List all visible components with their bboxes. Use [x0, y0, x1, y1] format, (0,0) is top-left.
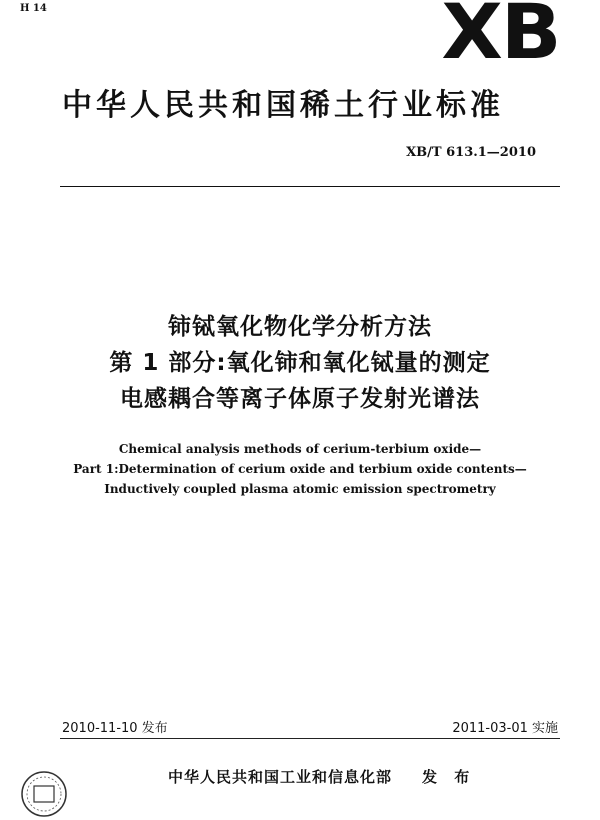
- en-title-line-1: Chemical analysis methods of cerium-terbium oxide—: [118, 442, 482, 456]
- issue-label: 发 布: [422, 768, 476, 786]
- issuing-authority: 中华人民共和国工业和信息化部: [168, 768, 393, 786]
- seal-icon: [18, 768, 70, 820]
- standard-number: XB/T 613.1—2010: [406, 145, 536, 160]
- cn-title-line-2: 第 1 部分:氧化铈和氧化铽量的测定: [109, 350, 491, 376]
- classification-code: H 14: [20, 3, 47, 14]
- xb-logo: XB: [441, 0, 560, 76]
- cn-title-line-3: 电感耦合等离子体原子发射光谱法: [120, 386, 480, 412]
- footer-divider: [60, 738, 560, 739]
- implementation-date: 2011-03-01 实施: [452, 721, 558, 736]
- en-title-line-3: Inductively coupled plasma atomic emission spectrometry: [104, 482, 496, 496]
- en-title-line-2: Part 1:Determination of cerium oxide and terbium oxide contents—: [73, 462, 527, 476]
- standard-type-title: 中华人民共和国稀土行业标准: [62, 88, 504, 123]
- header-divider: [60, 186, 560, 187]
- issue-date: 2010-11-10 发布: [62, 721, 168, 736]
- cn-title-line-1: 铈铽氧化物化学分析方法: [168, 314, 432, 340]
